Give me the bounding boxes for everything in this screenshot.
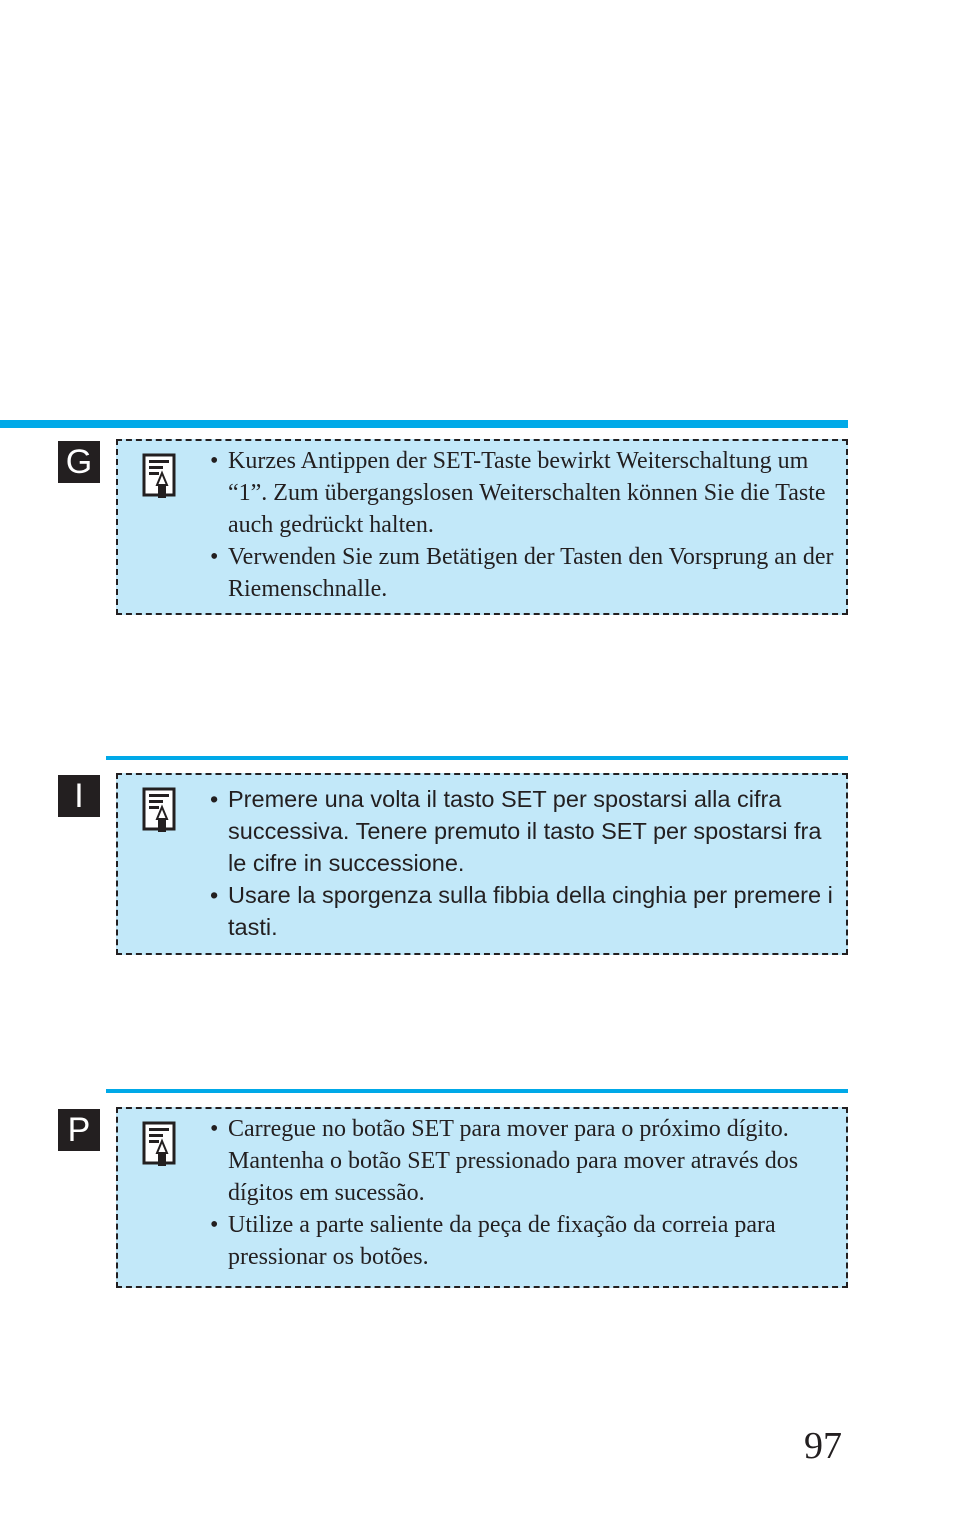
lang-badge-italian: I bbox=[58, 775, 100, 817]
note-list-german bbox=[210, 445, 836, 605]
note-item: • Usare la sporgenza sulla fibbia della cinghia per premere i tasti. bbox=[210, 879, 836, 943]
memo-note-icon bbox=[142, 787, 178, 833]
lang-badge-portuguese: P bbox=[58, 1109, 100, 1151]
section-rule-german bbox=[0, 420, 848, 428]
note-item: • Carregue no botão SET para mover para o próximo dígito. Mantenha o botão SET pressionado para mover através dos dígitos em sucessão. bbox=[210, 1113, 836, 1209]
memo-note-icon bbox=[142, 453, 178, 499]
note-item: • Premere una volta il tasto SET per spostarsi alla cifra successiva. Tenere premuto il tasto SET per spostarsi fra le cifre in successione. bbox=[210, 783, 836, 879]
section-rule-italian bbox=[106, 756, 848, 760]
lang-badge-german: G bbox=[58, 441, 100, 483]
note-list-italian bbox=[210, 783, 836, 943]
section-rule-portuguese bbox=[106, 1089, 848, 1093]
note-item: • Verwenden Sie zum Betätigen der Tasten den Vorsprung an der Riemenschnalle. bbox=[210, 541, 836, 605]
page-number: 97 bbox=[804, 1425, 842, 1467]
note-item: • Kurzes Antippen der SET-Taste bewirkt Weiterschaltung um “1”. Zum übergangslosen Weiterschalten können Sie die Taste auch gedrückt halten. bbox=[210, 445, 836, 541]
note-box-german bbox=[116, 439, 848, 615]
note-list-portuguese bbox=[210, 1113, 836, 1273]
note-box-italian bbox=[116, 773, 848, 955]
note-item: • Utilize a parte saliente da peça de fixação da correia para pressionar os botões. bbox=[210, 1209, 836, 1273]
note-box-portuguese bbox=[116, 1107, 848, 1288]
memo-note-icon bbox=[142, 1121, 178, 1167]
